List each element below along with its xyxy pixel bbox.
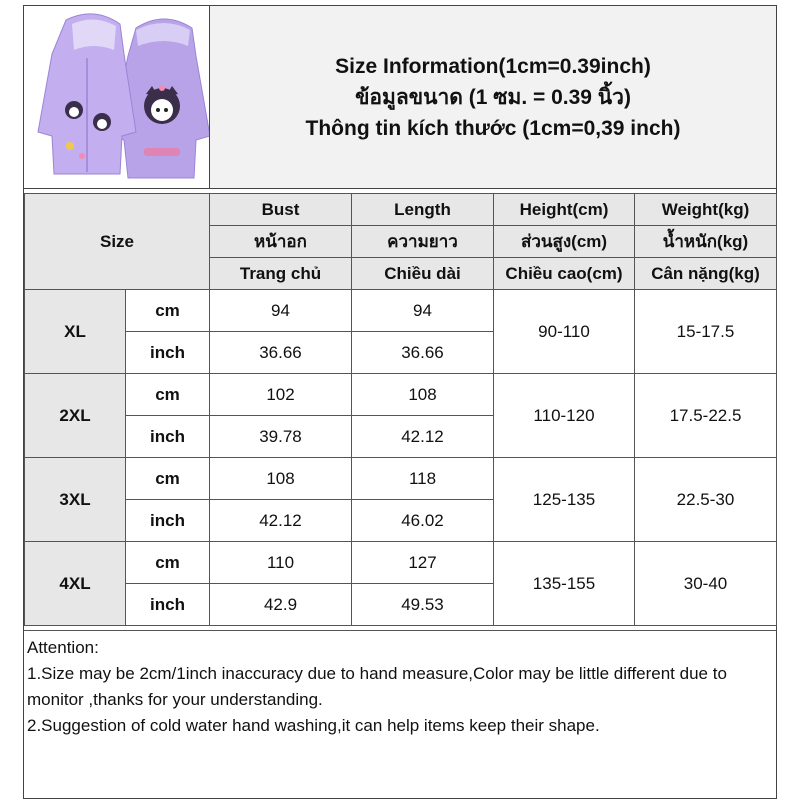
col-weight-th: น้ำหนัก(kg): [635, 226, 777, 258]
attention-notes: [24, 630, 776, 798]
note-item-1: 1.Size may be 2cm/1inch inaccuracy due to hand measure,Color may be little different due to monitor ,thanks for your understanding.: [27, 664, 727, 709]
length-inch: 49.53: [352, 584, 494, 626]
unit-inch: inch: [126, 584, 210, 626]
unit-inch: inch: [126, 500, 210, 542]
col-weight-en: Weight(kg): [635, 194, 777, 226]
table-row: [25, 374, 777, 416]
size-label: 2XL: [25, 374, 126, 458]
col-height-vi: Chiều cao(cm): [494, 258, 635, 290]
height-range: 135-155: [494, 542, 635, 626]
weight-range: 30-40: [635, 542, 777, 626]
length-cm: 94: [352, 290, 494, 332]
purple-raincoat-image: [24, 6, 209, 188]
col-weight-vi: Cân nặng(kg): [635, 258, 777, 290]
length-inch: 46.02: [352, 500, 494, 542]
size-label: 4XL: [25, 542, 126, 626]
notes-title: Attention:: [27, 638, 99, 657]
length-cm: 108: [352, 374, 494, 416]
size-label: 3XL: [25, 458, 126, 542]
col-length-th: ความยาว: [352, 226, 494, 258]
unit-inch: inch: [126, 416, 210, 458]
bust-inch: 42.9: [210, 584, 352, 626]
length-cm: 127: [352, 542, 494, 584]
size-table: [24, 193, 777, 626]
heading-thai: ข้อมูลขนาด (1 ซม. = 0.39 นิ้ว): [355, 85, 631, 109]
bust-cm: 108: [210, 458, 352, 500]
col-bust-th: หน้าอก: [210, 226, 352, 258]
height-range: 125-135: [494, 458, 635, 542]
size-column-title: Size: [25, 194, 210, 290]
height-range: 110-120: [494, 374, 635, 458]
header-row: [24, 6, 776, 189]
size-label: XL: [25, 290, 126, 374]
weight-range: 22.5-30: [635, 458, 777, 542]
col-height-th: ส่วนสูง(cm): [494, 226, 635, 258]
bust-cm: 94: [210, 290, 352, 332]
length-cm: 118: [352, 458, 494, 500]
table-row: [25, 458, 777, 500]
size-info-heading: [210, 6, 776, 188]
col-length-en: Length: [352, 194, 494, 226]
heading-vietnamese: Thông tin kích thước (1cm=0,39 inch): [305, 116, 681, 140]
length-inch: 42.12: [352, 416, 494, 458]
weight-range: 17.5-22.5: [635, 374, 777, 458]
bust-cm: 110: [210, 542, 352, 584]
unit-inch: inch: [126, 332, 210, 374]
note-item-2: 2.Suggestion of cold water hand washing,it can help items keep their shape.: [27, 716, 600, 735]
length-inch: 36.66: [352, 332, 494, 374]
weight-range: 15-17.5: [635, 290, 777, 374]
col-height-en: Height(cm): [494, 194, 635, 226]
bust-inch: 39.78: [210, 416, 352, 458]
col-bust-vi: Trang chủ: [210, 258, 352, 290]
unit-cm: cm: [126, 374, 210, 416]
unit-cm: cm: [126, 542, 210, 584]
product-image: [24, 6, 210, 188]
col-bust-en: Bust: [210, 194, 352, 226]
size-chart: [23, 5, 777, 799]
height-range: 90-110: [494, 290, 635, 374]
bust-inch: 36.66: [210, 332, 352, 374]
unit-cm: cm: [126, 290, 210, 332]
unit-cm: cm: [126, 458, 210, 500]
table-row: [25, 290, 777, 332]
table-header-row: [25, 194, 777, 226]
table-row: [25, 542, 777, 584]
col-length-vi: Chiều dài: [352, 258, 494, 290]
bust-inch: 42.12: [210, 500, 352, 542]
heading-english: Size Information(1cm=0.39inch): [335, 54, 651, 78]
bust-cm: 102: [210, 374, 352, 416]
